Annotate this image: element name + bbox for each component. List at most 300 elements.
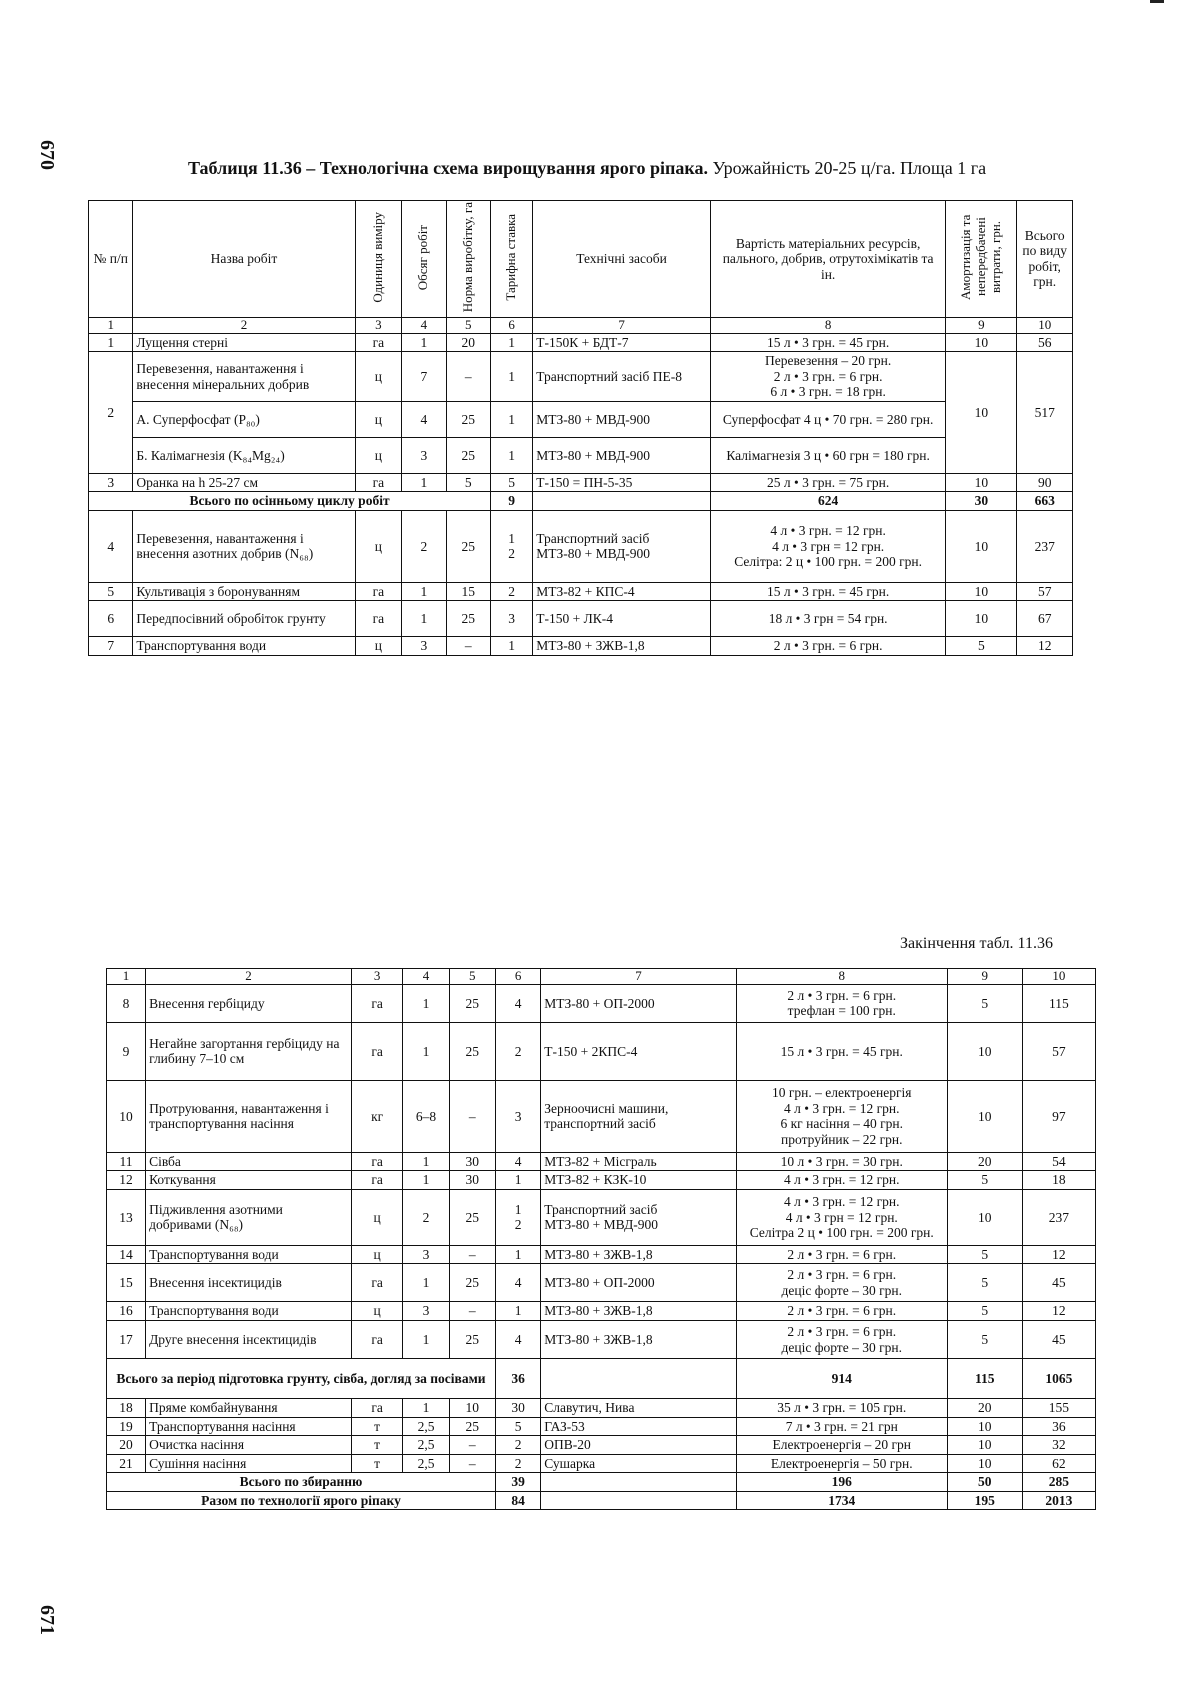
cell-num: 13: [107, 1189, 146, 1245]
cell-total: 237: [1017, 510, 1073, 582]
cell-norm: –: [449, 1245, 495, 1264]
cell-num: 9: [107, 1022, 146, 1080]
cell-cost: [736, 984, 947, 1022]
cell-volume: 1: [402, 601, 446, 637]
header-row: [89, 201, 1073, 318]
subtotal-amort: 30: [946, 492, 1017, 511]
cell-norm: –: [449, 1080, 495, 1152]
cell-cost: Суперфосфат 4 ц • 70 грн. = 280 грн.: [710, 401, 945, 437]
cell-amort: 10: [946, 601, 1017, 637]
cell-rate: 2: [491, 582, 533, 601]
subtotal-row: [107, 1359, 1096, 1399]
cell-unit: ц: [355, 352, 402, 402]
col-header-total: Всього по виду робіт, грн.: [1017, 201, 1073, 318]
subtotal-cost: 914: [736, 1359, 947, 1399]
cell-tech: МТЗ-80 + ЗЖВ-1,8: [533, 637, 711, 656]
cost-line: деціс форте – 30 грн.: [781, 1282, 902, 1298]
cell-unit: га: [351, 1321, 402, 1359]
cell-norm: 30: [449, 1171, 495, 1190]
cell-tech: МТЗ-82 + КПС-4: [533, 582, 711, 601]
grand-total-amort: 195: [947, 1491, 1022, 1510]
cell-num: 3: [89, 473, 133, 492]
cell-norm: 20: [446, 333, 490, 352]
cell-norm: 25: [449, 1022, 495, 1080]
cell-volume: 2,5: [403, 1454, 449, 1473]
col-header-norm-text: Норма виробітку, га: [459, 202, 475, 313]
col-header-rate: [491, 201, 533, 318]
cell-volume: 6–8: [403, 1080, 449, 1152]
col-header-rate-text: Тарифна ставка: [503, 213, 519, 301]
table-row: [89, 352, 1073, 402]
table-row: [107, 1436, 1096, 1455]
cell-num: 14: [107, 1245, 146, 1264]
cell-rate: 2: [495, 1022, 540, 1080]
cell-amort: 5: [947, 1171, 1022, 1190]
cell-tech: МТЗ-80 + ОП-2000: [541, 1264, 737, 1302]
col-header-volume-text: Обсяг робіт: [415, 224, 431, 290]
cell-num: 10: [107, 1080, 146, 1152]
cell-name: Очистка насіння: [146, 1436, 352, 1455]
cell-amort: 5: [947, 1302, 1022, 1321]
cell-num: 11: [107, 1152, 146, 1171]
cell-tech: МТЗ-82 + Місграль: [541, 1152, 737, 1171]
cell-name: Внесення інсектицидів: [146, 1264, 352, 1302]
rate-line: 2: [508, 546, 515, 562]
cost-line: Селітра 2 ц • 100 грн. = 200 грн.: [749, 1225, 934, 1241]
index-cell: 10: [1022, 969, 1095, 985]
index-cell: 6: [491, 317, 533, 333]
cell-tech: МТЗ-80 + МВД-900: [533, 401, 711, 437]
table-row: [89, 437, 1073, 473]
cell-cost: [736, 1264, 947, 1302]
rate-line: 1: [508, 530, 515, 546]
cell-num: 16: [107, 1302, 146, 1321]
cell-total: 56: [1017, 333, 1073, 352]
table-title: [188, 158, 986, 179]
cell-volume: 2,5: [403, 1436, 449, 1455]
subtotal-total: 285: [1022, 1473, 1095, 1492]
index-cell: 6: [495, 969, 540, 985]
cell-total: 54: [1022, 1152, 1095, 1171]
subtotal-label: Всього по осінньому циклу робіт: [89, 492, 491, 511]
grand-total-label: Разом по технології ярого ріпаку: [107, 1491, 496, 1510]
cell-volume: 3: [402, 437, 446, 473]
cell-name: Б. Калімагнезія (K₈₄Mg₂₄): [133, 437, 355, 473]
cell-norm: 25: [449, 1264, 495, 1302]
cell-name: Коткування: [146, 1171, 352, 1190]
cell-total: 155: [1022, 1399, 1095, 1418]
cell-name: Транспортування води: [146, 1245, 352, 1264]
subtotal-amort: 50: [947, 1473, 1022, 1492]
cell-num: 12: [107, 1171, 146, 1190]
cell-tech: ОПВ-20: [541, 1436, 737, 1455]
subtotal-tech: [541, 1359, 737, 1399]
cell-amort: 10: [947, 1454, 1022, 1473]
cell-volume: 4: [402, 401, 446, 437]
cell-unit: га: [355, 601, 402, 637]
cell-amort: 10: [947, 1436, 1022, 1455]
edge-mark: [1150, 0, 1164, 3]
table-row: [107, 1245, 1096, 1264]
col-header-cost: Вартість матеріальних ресурсів, пального, добрив, отрутохімікатів та ін.: [710, 201, 945, 318]
cell-rate: 1: [491, 637, 533, 656]
cell-num: 17: [107, 1321, 146, 1359]
cell-tech: Сушарка: [541, 1454, 737, 1473]
table-row: [107, 1080, 1096, 1152]
cell-amort: 10: [947, 1080, 1022, 1152]
cell-norm: –: [446, 637, 490, 656]
cell-total: 36: [1022, 1417, 1095, 1436]
cell-volume: 1: [402, 582, 446, 601]
cell-rate: 1: [495, 1171, 540, 1190]
cell-cost: 35 л • 3 грн. = 105 грн.: [736, 1399, 947, 1418]
cost-line: 2 л • 3 грн. = 6 грн.: [787, 1323, 897, 1339]
cell-cost: [710, 510, 945, 582]
page-number-bottom: 671: [36, 1605, 58, 1635]
cell-norm: 25: [449, 1417, 495, 1436]
table-row: [107, 1189, 1096, 1245]
table-row: [107, 1321, 1096, 1359]
cell-rate: 1: [491, 352, 533, 402]
continuation-label: Закінчення табл. 11.36: [900, 935, 1053, 952]
cost-line: деціс форте – 30 грн.: [781, 1339, 902, 1355]
cell-volume: 3: [403, 1245, 449, 1264]
cell-norm: –: [446, 352, 490, 402]
subtotal-total: 1065: [1022, 1359, 1095, 1399]
cell-rate: [495, 1189, 540, 1245]
cell-volume: 2: [403, 1189, 449, 1245]
cell-norm: –: [449, 1454, 495, 1473]
cell-tech: ГАЗ-53: [541, 1417, 737, 1436]
cell-tech: [533, 510, 711, 582]
cell-rate: 4: [495, 1264, 540, 1302]
cell-cost: [710, 352, 945, 402]
cell-volume: 1: [403, 1321, 449, 1359]
cell-volume: 1: [403, 1152, 449, 1171]
rate-line: 1: [514, 1201, 522, 1217]
cell-unit: т: [351, 1417, 402, 1436]
cell-unit: га: [351, 1171, 402, 1190]
cell-amort: 5: [947, 1321, 1022, 1359]
cell-norm: 15: [446, 582, 490, 601]
cost-line: 6 л • 3 грн. = 18 грн.: [770, 384, 886, 400]
col-header-tech: Технічні засоби: [533, 201, 711, 318]
cell-name: Передпосівний обробіток грунту: [133, 601, 355, 637]
cell-num: 20: [107, 1436, 146, 1455]
cell-amort: 10: [946, 582, 1017, 601]
table-row: [89, 401, 1073, 437]
cost-line: Перевезення – 20 грн.: [765, 353, 892, 369]
cell-unit: ц: [355, 401, 402, 437]
table-row: [89, 510, 1073, 582]
cell-volume: 2,5: [403, 1417, 449, 1436]
cell-unit: ц: [355, 637, 402, 656]
cell-cost: 2 л • 3 грн. = 6 грн.: [736, 1302, 947, 1321]
cell-unit: га: [355, 473, 402, 492]
cell-cost: Електроенергія – 20 грн: [736, 1436, 947, 1455]
cell-tech: МТЗ-80 + ЗЖВ-1,8: [541, 1245, 737, 1264]
subtotal-amort: 115: [947, 1359, 1022, 1399]
cell-cost: 7 л • 3 грн. = 21 грн: [736, 1417, 947, 1436]
cell-amort: 5: [946, 637, 1017, 656]
cell-rate: 4: [495, 1321, 540, 1359]
index-cell: 10: [1017, 317, 1073, 333]
cell-volume: 1: [402, 473, 446, 492]
index-cell: 4: [402, 317, 446, 333]
cell-cost: [736, 1189, 947, 1245]
cell-tech: [541, 1189, 737, 1245]
cell-num: 1: [89, 333, 133, 352]
cell-total: 12: [1022, 1245, 1095, 1264]
table-row: [89, 582, 1073, 601]
cell-amort: 10: [947, 1417, 1022, 1436]
cell-rate: 1: [495, 1302, 540, 1321]
cell-name: Сівба: [146, 1152, 352, 1171]
cell-name: Пряме комбайнування: [146, 1399, 352, 1418]
cell-total: 32: [1022, 1436, 1095, 1455]
table-row: [89, 601, 1073, 637]
cell-cost: 10 л • 3 грн. = 30 грн.: [736, 1152, 947, 1171]
subtotal-tech: [541, 1473, 737, 1492]
cell-total: 12: [1017, 637, 1073, 656]
index-cell: 3: [355, 317, 402, 333]
cell-rate: 30: [495, 1399, 540, 1418]
cell-rate: 5: [491, 473, 533, 492]
cell-norm: 25: [449, 984, 495, 1022]
cell-tech: МТЗ-80 + ЗЖВ-1,8: [541, 1321, 737, 1359]
cell-norm: 30: [449, 1152, 495, 1171]
rate-line: 2: [514, 1217, 522, 1233]
subtotal-cost: 196: [736, 1473, 947, 1492]
subtotal-total: 663: [1017, 492, 1073, 511]
cell-tech: МТЗ-80 + ОП-2000: [541, 984, 737, 1022]
cell-tech: Транспортний засіб ПЕ-8: [533, 352, 711, 402]
cell-unit: га: [355, 582, 402, 601]
subtotal-tech: [533, 492, 711, 511]
col-header-amort: [946, 201, 1017, 318]
col-header-unit-text: Одиниця виміру: [369, 211, 385, 303]
cell-amort: 10: [946, 510, 1017, 582]
cost-line: 4 л • 3 грн. = 12 грн.: [784, 1194, 900, 1210]
grand-total-cost: 1734: [736, 1491, 947, 1510]
cost-line: 2 л • 3 грн. = 6 грн.: [773, 368, 883, 384]
cell-name: Перевезення, навантаження і внесення азотних добрив (N₆₈): [133, 510, 355, 582]
cell-rate: 1: [495, 1245, 540, 1264]
cell-unit: га: [351, 1152, 402, 1171]
cell-unit: т: [351, 1436, 402, 1455]
cell-unit: га: [351, 1022, 402, 1080]
cell-rate: 4: [495, 984, 540, 1022]
cell-num: 5: [89, 582, 133, 601]
cell-total: 67: [1017, 601, 1073, 637]
cell-rate: 3: [491, 601, 533, 637]
cell-rate: 4: [495, 1152, 540, 1171]
cell-cost: 15 л • 3 грн. = 45 грн.: [736, 1022, 947, 1080]
index-cell: 7: [541, 969, 737, 985]
tech-line: МТЗ-80 + МВД-900: [536, 546, 651, 562]
cell-cost: 15 л • 3 грн. = 45 грн.: [710, 333, 945, 352]
cost-line: протруйник – 22 грн.: [781, 1131, 903, 1147]
subtotal-cost: 624: [710, 492, 945, 511]
cell-unit: га: [351, 1399, 402, 1418]
cell-cost: [736, 1321, 947, 1359]
index-cell: 7: [533, 317, 711, 333]
cell-rate: 1: [491, 401, 533, 437]
cell-total: 90: [1017, 473, 1073, 492]
table-row: [107, 1022, 1096, 1080]
cell-total: 45: [1022, 1264, 1095, 1302]
cell-num: 8: [107, 984, 146, 1022]
cost-line: 4 л • 3 грн. = 12 грн.: [784, 1100, 900, 1116]
cell-volume: 3: [403, 1302, 449, 1321]
cell-amort: 5: [947, 1245, 1022, 1264]
table-row: [107, 1454, 1096, 1473]
cell-name: Перевезення, навантаження і внесення мінеральних добрив: [133, 352, 355, 402]
technology-table-part1: [88, 200, 1073, 656]
cell-total: 115: [1022, 984, 1095, 1022]
cell-total: 517: [1017, 352, 1073, 474]
cell-total: 237: [1022, 1189, 1095, 1245]
cell-name: Внесення гербіциду: [146, 984, 352, 1022]
subtotal-rate: 36: [495, 1359, 540, 1399]
cell-amort: 20: [947, 1152, 1022, 1171]
cell-total: 12: [1022, 1302, 1095, 1321]
table-title-number: Таблиця 11.36 – Технологічна схема вирощування ярого ріпака.: [188, 158, 708, 178]
table-title-details: Урожайність 20-25 ц/га. Площа 1 га: [707, 158, 987, 178]
cell-norm: 25: [446, 401, 490, 437]
cell-name: Лущення стерні: [133, 333, 355, 352]
cell-name: Транспортування води: [146, 1302, 352, 1321]
cell-total: 62: [1022, 1454, 1095, 1473]
cell-rate: [491, 510, 533, 582]
cell-unit: т: [351, 1454, 402, 1473]
cell-norm: –: [449, 1436, 495, 1455]
cell-norm: 10: [449, 1399, 495, 1418]
cell-tech: Т-150 = ПН-5-35: [533, 473, 711, 492]
cell-amort: 10: [946, 473, 1017, 492]
cell-amort: 10: [946, 333, 1017, 352]
index-cell: 1: [107, 969, 146, 985]
cell-total: 18: [1022, 1171, 1095, 1190]
cell-unit: ц: [351, 1302, 402, 1321]
subtotal-row: [89, 492, 1073, 511]
cell-unit: ц: [355, 510, 402, 582]
subtotal-label: Всього по збиранню: [107, 1473, 496, 1492]
cell-num: 4: [89, 510, 133, 582]
table-row: [107, 1302, 1096, 1321]
col-header-unit: [355, 201, 402, 318]
cell-norm: 25: [449, 1189, 495, 1245]
cell-num: 18: [107, 1399, 146, 1418]
subtotal-rate: 9: [491, 492, 533, 511]
cell-rate: 5: [495, 1417, 540, 1436]
cell-cost: 2 л • 3 грн. = 6 грн.: [710, 637, 945, 656]
cell-volume: 1: [403, 1264, 449, 1302]
technology-table-part2: [106, 968, 1096, 1510]
cost-line: трефлан = 100 грн.: [787, 1003, 896, 1019]
subtotal-row: [107, 1473, 1096, 1492]
cost-line: 4 л • 3 грн = 12 грн.: [785, 1209, 898, 1225]
cell-amort: 10: [946, 352, 1017, 474]
cell-cost: 2 л • 3 грн. = 6 грн.: [736, 1245, 947, 1264]
cell-volume: 1: [403, 984, 449, 1022]
cell-unit: га: [351, 984, 402, 1022]
tech-line: Транспортний засіб: [536, 530, 650, 546]
cell-num: 19: [107, 1417, 146, 1436]
index-cell: 2: [146, 969, 352, 985]
cell-name: Транспортування насіння: [146, 1417, 352, 1436]
col-header-volume: [402, 201, 446, 318]
cell-volume: 7: [402, 352, 446, 402]
cell-amort: 5: [947, 984, 1022, 1022]
index-cell: 5: [449, 969, 495, 985]
cell-total: 57: [1022, 1022, 1095, 1080]
cell-name: А. Суперфосфат (P₈₀): [133, 401, 355, 437]
cost-line: 6 кг насіння – 40 грн.: [780, 1116, 903, 1132]
index-row: [89, 317, 1073, 333]
cell-cost: Калімагнезія 3 ц • 60 грн = 180 грн.: [710, 437, 945, 473]
cell-tech: Т-150К + БДТ-7: [533, 333, 711, 352]
cell-name: Культивація з боронуванням: [133, 582, 355, 601]
table-row: [107, 984, 1096, 1022]
cell-unit: га: [351, 1264, 402, 1302]
table-row: [107, 1152, 1096, 1171]
index-row: [107, 969, 1096, 985]
cost-line: 2 л • 3 грн. = 6 грн.: [787, 987, 897, 1003]
cell-cost: Електроенергія – 50 грн.: [736, 1454, 947, 1473]
cost-line: 10 грн. – електроенергія: [771, 1085, 912, 1101]
cell-norm: 25: [446, 437, 490, 473]
cell-unit: кг: [351, 1080, 402, 1152]
index-cell: 2: [133, 317, 355, 333]
cell-name: Негайне загортання гербіциду на глибину 7–10 см: [146, 1022, 352, 1080]
cell-volume: 2: [402, 510, 446, 582]
cell-volume: 1: [403, 1022, 449, 1080]
cell-volume: 1: [402, 333, 446, 352]
cell-volume: 3: [402, 637, 446, 656]
cell-rate: 2: [495, 1454, 540, 1473]
col-header-norm: [446, 201, 490, 318]
table-row: [89, 333, 1073, 352]
cell-tech: Славутич, Нива: [541, 1399, 737, 1418]
cell-amort: 5: [947, 1264, 1022, 1302]
col-header-num: № п/п: [89, 201, 133, 318]
subtotal-rate: 39: [495, 1473, 540, 1492]
cell-cost: 25 л • 3 грн. = 75 грн.: [710, 473, 945, 492]
col-header-amort-text: Амортизація та непередбачені витрати, грн.: [957, 214, 1003, 300]
cell-tech: МТЗ-80 + МВД-900: [533, 437, 711, 473]
table-row: [89, 473, 1073, 492]
cell-tech: Зерноочисні машини, транспортний засіб: [541, 1080, 737, 1152]
grand-total-row: [107, 1491, 1096, 1510]
cell-amort: 10: [947, 1189, 1022, 1245]
cell-name: Підживлення азотними добривами (N₆₈): [146, 1189, 352, 1245]
cell-name: Протруювання, навантаження і транспортування насіння: [146, 1080, 352, 1152]
cell-norm: 25: [446, 601, 490, 637]
index-cell: 9: [947, 969, 1022, 985]
index-cell: 3: [351, 969, 402, 985]
index-cell: 4: [403, 969, 449, 985]
tech-line: МТЗ-80 + МВД-900: [544, 1217, 659, 1233]
cell-rate: 1: [491, 437, 533, 473]
cell-name: Сушіння насіння: [146, 1454, 352, 1473]
cell-tech: МТЗ-80 + ЗЖВ-1,8: [541, 1302, 737, 1321]
cell-unit: ц: [351, 1245, 402, 1264]
table-row: [89, 637, 1073, 656]
cell-norm: 5: [446, 473, 490, 492]
cell-cost: 18 л • 3 грн = 54 грн.: [710, 601, 945, 637]
table-row: [107, 1171, 1096, 1190]
